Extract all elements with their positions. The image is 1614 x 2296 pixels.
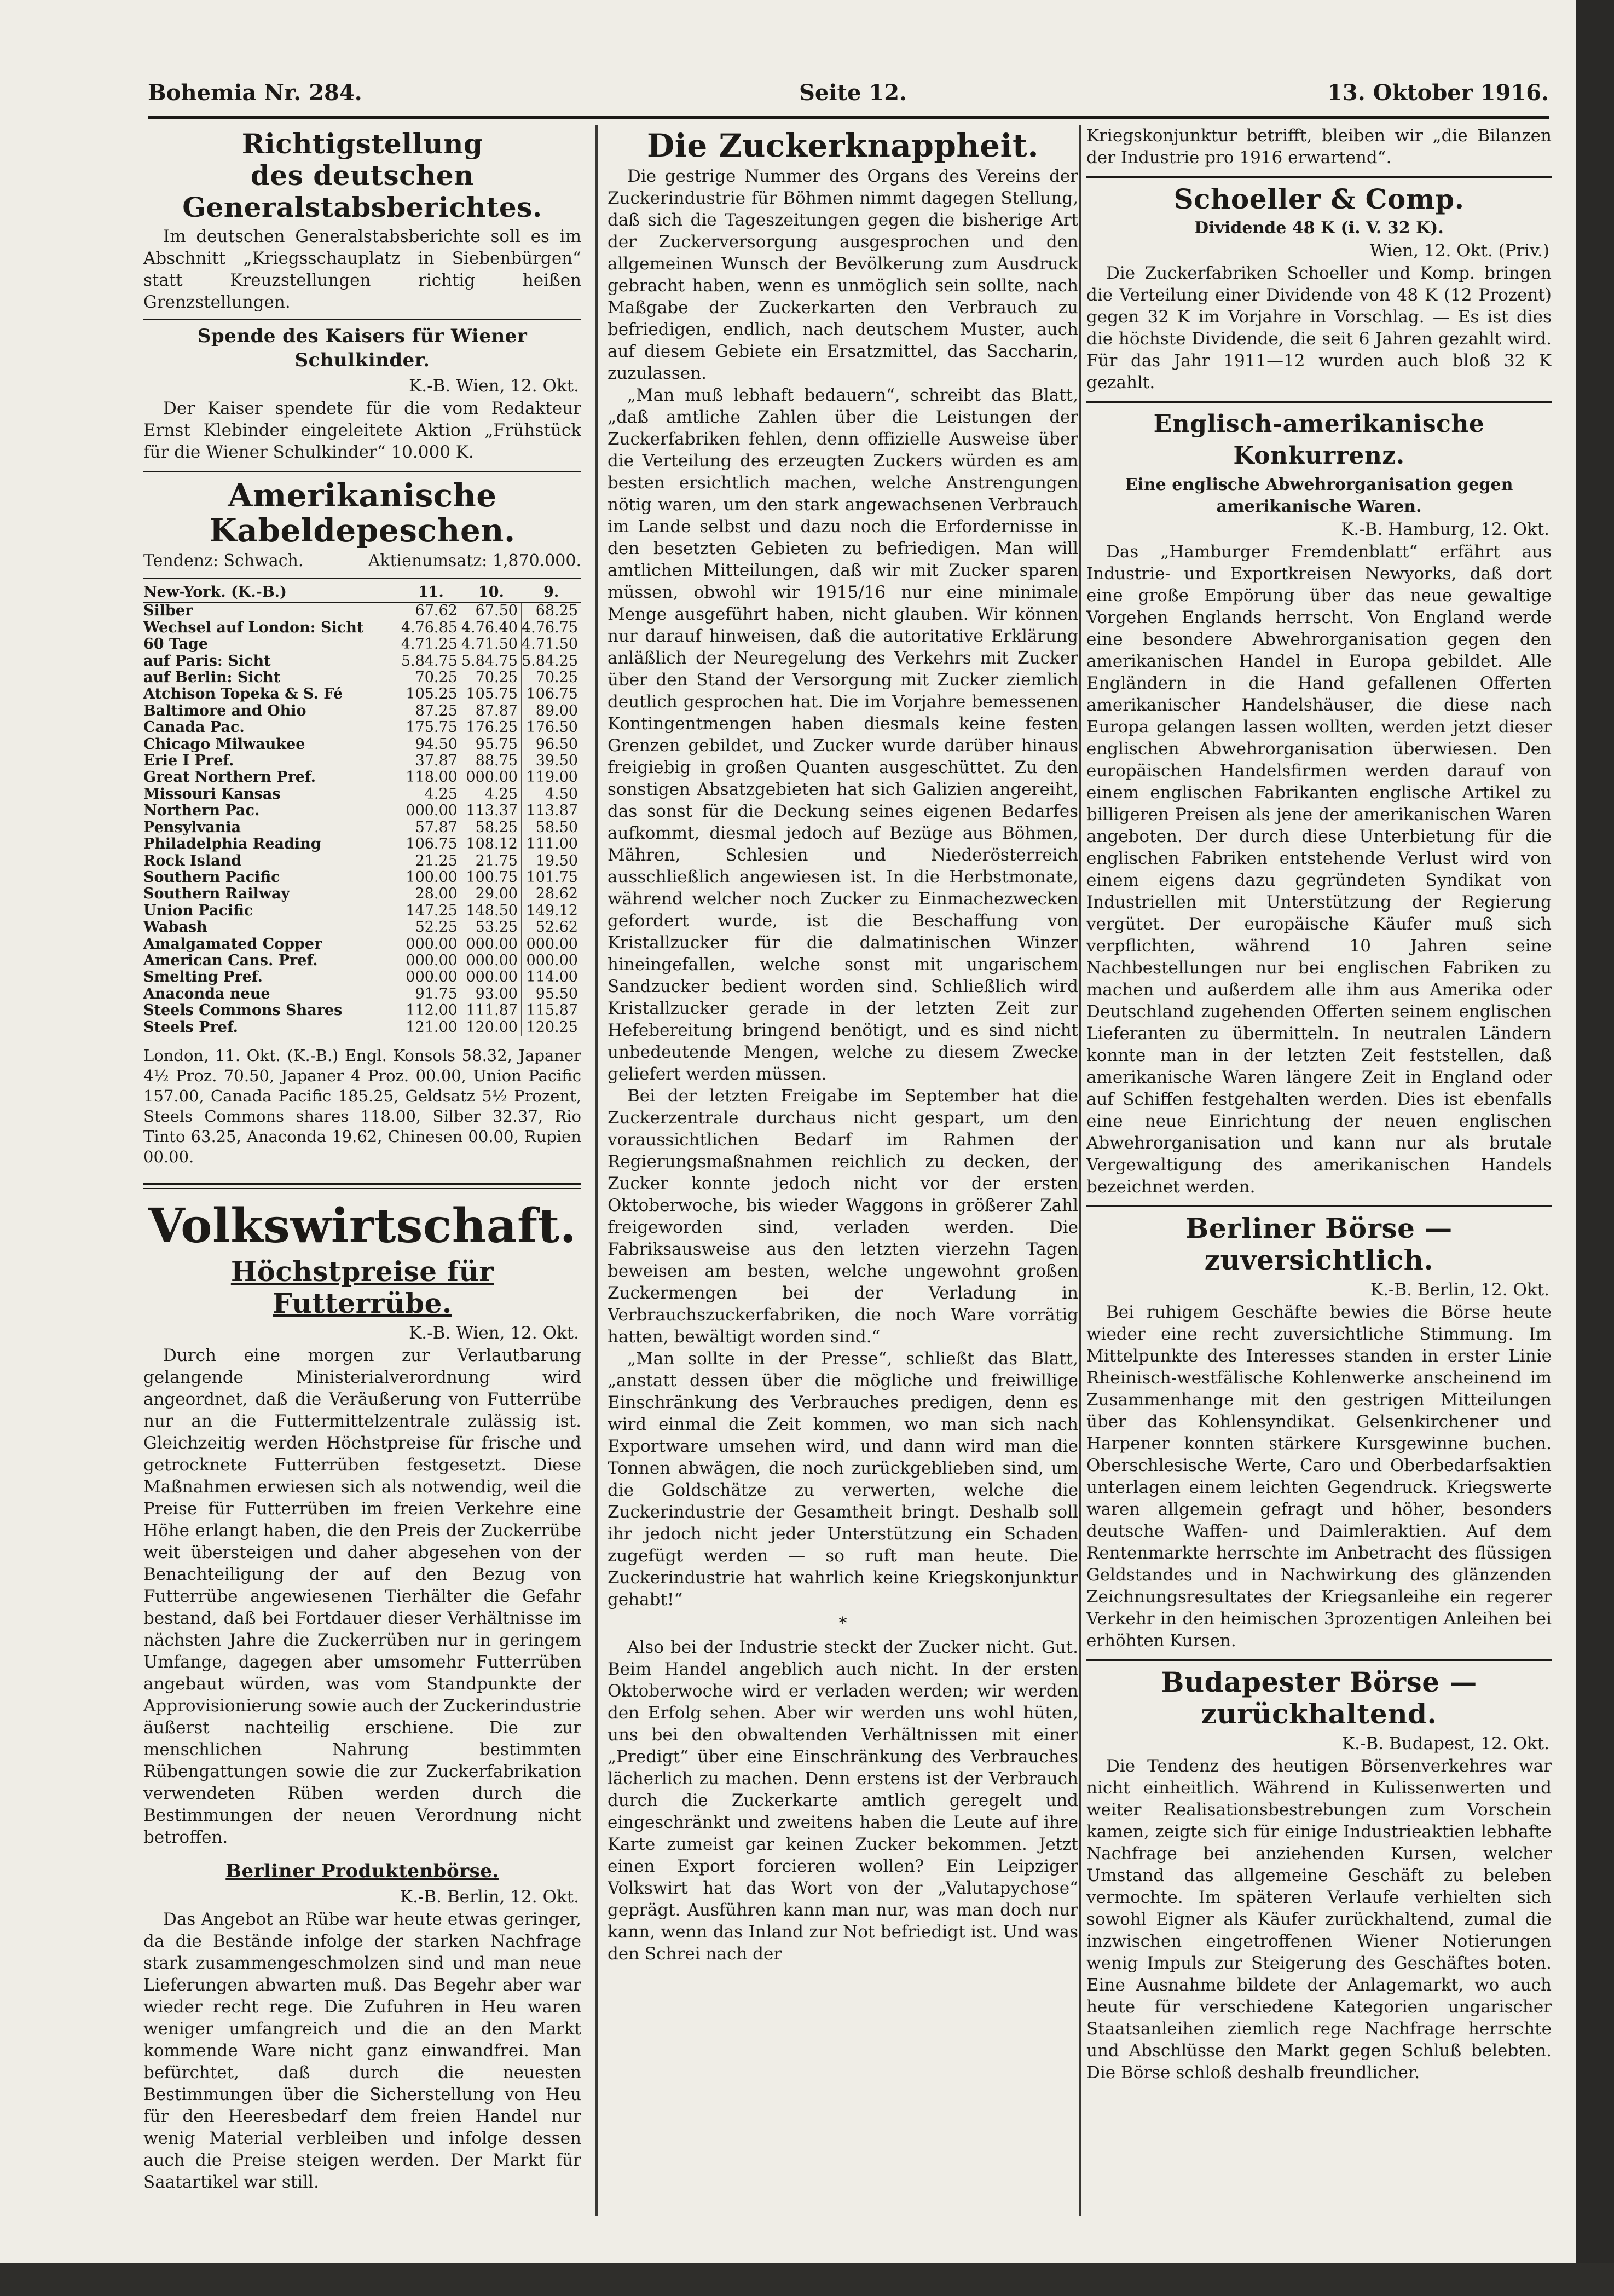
stock-row bbox=[143, 1019, 581, 1036]
stock-row bbox=[143, 919, 581, 936]
stock-value-10: 5.84.75 bbox=[461, 653, 521, 670]
stock-value-9: 39.50 bbox=[521, 753, 581, 769]
stock-value-11: 118.00 bbox=[401, 769, 461, 786]
stock-value-9: 28.62 bbox=[521, 886, 581, 902]
headline-richtigstellung-2: des deutschen Generalstabsberichtes. bbox=[182, 159, 542, 223]
stock-value-11: 105.25 bbox=[401, 686, 461, 702]
text-zucker-p4: „Man sollte in der Presse“, schließt das Blatt, „anstatt dessen über die mögliche und freiwillige Einschränkung des Verbrauches predigen, denn es wird einmal die Zeit kommen, wo man sich nach Exportware umsehen wird, und dann wird man die Tonnen abwägen, die noch zurückgeblieben sind, um die Goldschätze zu verwerten, welche die Zuckerindustrie der Gesamtheit bringt. Deshalb soll ihr jedoch nicht jeder Unterstützung ein Schaden zugefügt werden — so ruft man heute. Die Zuckerindustrie hat wahrlich keine Kriegskonjunktur gehabt!“ bbox=[608, 1349, 1078, 1609]
subhead-schoeller: Dividende 48 K (i. V. 32 K). bbox=[1194, 218, 1444, 238]
stock-name: Erie I Pref. bbox=[143, 752, 234, 770]
stock-value-11: 21.25 bbox=[401, 853, 461, 869]
stock-value-10: 105.75 bbox=[461, 686, 521, 702]
stock-value-9: 95.50 bbox=[521, 986, 581, 1002]
stock-row bbox=[143, 686, 581, 702]
stock-value-9: 58.50 bbox=[521, 820, 581, 836]
article-spende bbox=[143, 324, 581, 463]
stock-col-name: New-York. (K.-B.) bbox=[143, 583, 401, 602]
stock-value-9: 70.25 bbox=[521, 670, 581, 686]
stock-value-11: 000.00 bbox=[401, 936, 461, 953]
stock-name: Philadelphia Reading bbox=[143, 835, 321, 853]
stock-value-11: 4.76.85 bbox=[401, 620, 461, 636]
stock-name: Canada Pac. bbox=[143, 719, 245, 736]
scan-border-bottom bbox=[0, 2263, 1614, 2296]
stock-value-9: 113.87 bbox=[521, 803, 581, 819]
stock-name: Rock Island bbox=[143, 852, 242, 869]
stock-value-10: 93.00 bbox=[461, 986, 521, 1002]
stock-value-9: 52.62 bbox=[521, 919, 581, 936]
stock-value-10: 100.75 bbox=[461, 869, 521, 886]
stock-row bbox=[143, 936, 581, 953]
stock-value-11: 106.75 bbox=[401, 836, 461, 852]
headline-zuckerknappheit: Die Zuckerknappheit. bbox=[646, 127, 1039, 164]
stock-umsatz: Aktienumsatz: 1,870.000. bbox=[368, 551, 581, 570]
stock-value-10: 87.87 bbox=[461, 703, 521, 719]
stock-table-body bbox=[143, 602, 581, 1036]
stock-value-10: 4.71.50 bbox=[461, 636, 521, 653]
stock-value-11: 100.00 bbox=[401, 869, 461, 886]
header-date: 13. Oktober 1916. bbox=[1327, 80, 1549, 106]
text-schoeller: Die Zuckerfabriken Schoeller und Komp. bringen die Verteilung einer Dividende von 48 K (12 Prozent) gegen 32 K im Vorjahre in Vorschlag. — Es ist dies die höchste Dividende, die seit 6 Jahren gezahlt wird. Für das Jahr 1911—12 wurden auch bloß 32 K gezahlt. bbox=[1086, 263, 1552, 393]
stock-value-9: 000.00 bbox=[521, 936, 581, 953]
headline-spende: Spende des Kaisers für Wiener Schulkinder. bbox=[197, 325, 528, 371]
stock-value-11: 000.00 bbox=[401, 969, 461, 985]
headline-produktenboerse: Berliner Produktenbörse. bbox=[225, 1860, 499, 1882]
stock-value-10: 111.87 bbox=[461, 1002, 521, 1019]
divider bbox=[1086, 401, 1552, 403]
stock-value-11: 70.25 bbox=[401, 670, 461, 686]
stock-value-9: 96.50 bbox=[521, 736, 581, 753]
dateline-englisch-amerikanisch: K.-B. Hamburg, 12. Okt. bbox=[1341, 520, 1549, 539]
stock-value-11: 4.25 bbox=[401, 786, 461, 803]
stock-row bbox=[143, 803, 581, 819]
stock-row bbox=[143, 620, 581, 636]
headline-budapester-boerse: Budapester Börse — zurückhaltend. bbox=[1161, 1666, 1477, 1730]
stock-row bbox=[143, 886, 581, 902]
stock-tendenz: Tendenz: Schwach. bbox=[143, 551, 304, 570]
stock-name: Union Pacific bbox=[143, 902, 253, 919]
column-3 bbox=[1086, 125, 1552, 2216]
stock-name: Steels Pref. bbox=[143, 1018, 238, 1036]
stock-value-9: 176.50 bbox=[521, 719, 581, 736]
stock-row bbox=[143, 602, 581, 619]
stock-value-9: 68.25 bbox=[521, 602, 581, 619]
headline-englisch-amerikanisch: Englisch-amerikanische Konkurrenz. bbox=[1153, 410, 1485, 470]
stock-value-11: 57.87 bbox=[401, 820, 461, 836]
article-zuckerknappheit bbox=[608, 128, 1078, 1965]
stock-name: Southern Pacific bbox=[143, 868, 280, 886]
stock-value-9: 4.50 bbox=[521, 786, 581, 803]
stock-value-11: 52.25 bbox=[401, 919, 461, 936]
dateline-hoechstpreise: K.-B. Wien, 12. Okt. bbox=[409, 1323, 579, 1343]
divider bbox=[1086, 1659, 1552, 1661]
stock-name: Baltimore and Ohio bbox=[143, 702, 306, 719]
stock-value-10: 29.00 bbox=[461, 886, 521, 902]
text-continuation: Kriegskonjunktur betrifft, bleiben wir „die Bilanzen der Industrie pro 1916 erwartend“. bbox=[1086, 126, 1552, 168]
stock-name: American Cans. Pref. bbox=[143, 951, 318, 969]
stock-row bbox=[143, 820, 581, 836]
stock-value-10: 000.00 bbox=[461, 769, 521, 786]
stock-name: 60 Tage bbox=[143, 636, 209, 653]
dateline-schoeller: Wien, 12. Okt. (Priv.) bbox=[1369, 241, 1549, 261]
divider bbox=[143, 471, 581, 472]
stock-value-9: 5.84.25 bbox=[521, 653, 581, 670]
stock-name: Atchison Topeka & S. Fé bbox=[143, 685, 343, 703]
stock-row bbox=[143, 786, 581, 803]
stock-value-11: 175.75 bbox=[401, 719, 461, 736]
stock-row bbox=[143, 670, 581, 686]
stock-row bbox=[143, 953, 581, 969]
headline-berliner-boerse: Berliner Börse — zuversichtlich. bbox=[1185, 1212, 1453, 1276]
stock-value-9: 106.75 bbox=[521, 686, 581, 702]
dateline-produktenboerse: K.-B. Berlin, 12. Okt. bbox=[400, 1887, 579, 1907]
article-kabeldepeschen bbox=[143, 478, 581, 1167]
stock-value-10: 53.25 bbox=[461, 919, 521, 936]
stock-value-9: 111.00 bbox=[521, 836, 581, 852]
text-spende: Der Kaiser spendete für die vom Redakteur Ernst Klebinder eingeleitete Aktion „Frühstück für die Wiener Schulkinder“ 10.000 K. bbox=[143, 399, 581, 462]
text-hoechstpreise: Durch eine morgen zur Verlautbarung gelangende Ministerialverordnung wird angeordnet, daß die Veräußerung von Futterrübe nur an die Futtermittelzentrale zulässig ist. Gleichzeitig werden Höchstpreise für frische und getrocknete Futterrüben festgesetzt. Diese Maßnahmen erwiesen sich als notwendig, weil die Preise für Futterrüben im freien Verkehre eine Höhe erlangt haben, die den Preis der Zuckerrübe weit übersteigen und daher abgesehen von der Benachteiligung der auf den Bezug von Futterrübe angewiesenen Tierhälter die Gefahr bestand, daß bei Fortdauer dieser Verhältnisse im nächsten Jahre die Zuckerrüben nur in geringem Umfange, dagegen aber umsomehr Futterrüben angebaut würden, was vom Standpunkte der Approvisionierung sowie auch der Zuckerindustrie äußerst nachteilig erschiene. Die zur menschlichen Nahrung bestimmten Rübengattungen sowie die zur Zuckerfabrikation verwendeten Rüben werden durch die Bestimmungen der neuen Verordnung nicht betroffen. bbox=[143, 1345, 581, 1847]
text-englisch-amerikanisch: Das „Hamburger Fremdenblatt“ erfährt aus Industrie- und Exportkreisen Newyorks, daß dort eine große Empörung über das neue gewaltige Vorgehen Englands herrscht. Von England werde eine besondere Abwehrorganisation gegen den amerikanischen Handel in Europa gebildet. Alle Engländern in die Hand gefallenen Offerten amerikanischer Handelshäuser, die diese nach Europa gelangen lassen wollten, werden jetzt dieser englischen Abwehrorganisation überwiesen. Den europäischen Handelsfirmen werden darauf von einem englischen Fabrikanten englische Artikel zu billigeren Preisen als jene der amerikanischen Waren angeboten. Der durch diese Unterbietung für die englischen Fabriken entstehende Verlust wird von einem eigens dazu gegründeten Syndikat von Industriellen mit Unterstützung der Regierung vergütet. Der europäische Käufer muß sich verpflichten, während 10 Jahren seine Nachbestellungen nur bei englischen Fabriken zu machen und außerdem alle ihm aus Amerika oder Deutschland zugehenden Offerten seinem englischen Lieferanten zu übermitteln. In neutralen Ländern konnte man in der letzten Zeit feststellen, daß amerikanische Waren längere Zeit in England oder auf Schiffen festgehalten werden. Dies ist ebenfalls eine neue Einrichtung der neuen englischen Abwehrorganisation und kann nur als brutale Vergewaltigung des amerikanischen Handels bezeichnet werden. bbox=[1086, 542, 1552, 1197]
text-zucker-p5: Also bei der Industrie steckt der Zucker nicht. Gut. Beim Handel angeblich auch nicht. In der ersten Oktoberwoche wird er verladen werden; wir werden den Erfolg sehen. Aber wir werden uns wohl hüten, uns bei den obwaltenden Verhältnissen mit einer „Predigt“ über eine Einschränkung des Verbrauches lächerlich zu machen. Denn erstens ist der Verbrauch durch die Zuckerkarte amtlich geregelt und eingeschränkt und zweitens haben die Leute auf ihre Karte zumeist gar keinen Zucker bekommen. Jetzt einen Export forcieren wollen? Ein Leipziger Volkswirt hat das Wort von der „Valutapychose“ geprägt. Ausführen kann man nur, was man doch nur kann, wenn das Inland zur Not befriedigt ist. Und was den Schrei nach der bbox=[608, 1637, 1078, 1964]
column-rule-1 bbox=[595, 125, 598, 2216]
stock-row bbox=[143, 703, 581, 719]
stock-value-11: 37.87 bbox=[401, 753, 461, 769]
stock-value-10: 108.12 bbox=[461, 836, 521, 852]
stock-name: Pensylvania bbox=[143, 818, 241, 836]
stock-value-9: 89.00 bbox=[521, 703, 581, 719]
divider bbox=[143, 578, 581, 579]
section-volkswirtschaft bbox=[143, 1200, 581, 2193]
divider bbox=[1086, 176, 1552, 178]
stock-name: Great Northern Pref. bbox=[143, 769, 316, 786]
stock-value-9: 000.00 bbox=[521, 953, 581, 969]
stock-name: Chicago Milwaukee bbox=[143, 735, 305, 753]
stock-value-10: 95.75 bbox=[461, 736, 521, 753]
stock-row bbox=[143, 653, 581, 670]
stock-value-9: 4.71.50 bbox=[521, 636, 581, 653]
stock-name: Amalgamated Copper bbox=[143, 935, 322, 953]
stock-value-10: 148.50 bbox=[461, 903, 521, 919]
header-rule bbox=[148, 116, 1549, 119]
stock-row bbox=[143, 836, 581, 852]
stock-value-10: 21.75 bbox=[461, 853, 521, 869]
dateline-budapester-boerse: K.-B. Budapest, 12. Okt. bbox=[1342, 1734, 1549, 1753]
stock-value-9: 120.25 bbox=[521, 1019, 581, 1036]
subhead-englisch-amerikanisch: Eine englische Abwehrorganisation gegen amerikanische Waren. bbox=[1125, 475, 1513, 516]
stock-value-10: 88.75 bbox=[461, 753, 521, 769]
stock-col-9: 9. bbox=[521, 583, 581, 602]
stock-row bbox=[143, 869, 581, 886]
stock-value-9: 101.75 bbox=[521, 869, 581, 886]
stock-name: Missouri Kansas bbox=[143, 785, 281, 803]
stock-value-11: 67.62 bbox=[401, 602, 461, 619]
stock-row bbox=[143, 1002, 581, 1019]
stock-table-header bbox=[143, 583, 581, 602]
stock-name: Wabash bbox=[143, 919, 207, 936]
stock-value-9: 4.76.75 bbox=[521, 620, 581, 636]
article-englisch-amerikanisch bbox=[1086, 408, 1552, 1198]
text-berliner-boerse: Bei ruhigem Geschäfte bewies die Börse heute wieder eine recht zuversichtliche Stimmung. Im Mittelpunkte des Interesses standen in erster Linie Rheinisch-westfälische Kohlenwerke anscheinend im Zusammenhange mit den gestrigen Mitteilungen über das Kohlensyndikat. Gelsenkirchener und Harpener konnten stärkere Kursgewinne buchen. Oberschlesische Werte, Caro und Oberbedarfsaktien unterlagen einem leichten Gegendruck. Kriegswerte waren allgemein gefragt und höher, besonders deutsche Waffen- und Daimleraktien. Auf dem Rentenmarkte herrschte im Anbetracht des flüssigen Geldstandes und in Nachwirkung des glänzenden Zeichnungsresultates der Kriegsanleihe ein regerer Verkehr in den heimischen 3prozentigen Anleihen bei erhöhten Kursen. bbox=[1086, 1302, 1552, 1651]
stock-value-11: 4.71.25 bbox=[401, 636, 461, 653]
stock-value-10: 70.25 bbox=[461, 670, 521, 686]
stock-value-10: 4.76.40 bbox=[461, 620, 521, 636]
stock-value-10: 113.37 bbox=[461, 803, 521, 819]
stock-value-10: 58.25 bbox=[461, 820, 521, 836]
stock-col-11: 11. bbox=[401, 583, 461, 602]
stock-value-11: 000.00 bbox=[401, 953, 461, 969]
column-rule-2 bbox=[1079, 125, 1081, 2216]
stock-value-10: 176.25 bbox=[461, 719, 521, 736]
text-zucker-p3: Bei der letzten Freigabe im September hat die Zuckerzentrale durchaus nicht gespart, um den voraussichtlichen Bedarf im Rahmen der Regierungsmaßnahmen reichlich zu decken, der Zucker konnte jedoch nicht vor der ersten Oktoberwoche, bis wieder Waggons in größerer Zahl freigeworden sind, verladen werden. Die Fabriksausweise aus den letzten vierzehn Tagen beweisen am besten, welche ungewohnt großen Zuckermengen bei der Verladung in Verbrauchszuckerfabriken, die noch Ware vorrätig hatten, bewältigt worden sind.“ bbox=[608, 1086, 1078, 1347]
stock-name: Anaconda neue bbox=[143, 985, 270, 1002]
text-zucker-p1: Die gestrige Nummer des Organs des Vereins der Zuckerindustrie für Böhmen nimmt dagegen Stellung, daß sich die Tageszeitungen gegen die bisherige Art der Zuckerversorgung ausgesprochen und den allgemeinen Wunsch der Bevölkerung zum Ausdruck gebracht haben, wenn es unmöglich sein sollte, nach Maßgabe der Zuckerkarten den Verbrauch zu befriedigen, endlich, nach deutschem Muster, auch auf diesem Gebiete ein Ersatzmittel, das Saccharin, zuzulassen. bbox=[608, 166, 1078, 383]
divider bbox=[1086, 1205, 1552, 1207]
article-richtigstellung bbox=[143, 128, 581, 313]
stock-row bbox=[143, 769, 581, 786]
column-1 bbox=[143, 125, 581, 2216]
stock-name: Silber bbox=[143, 602, 193, 620]
article-budapester-boerse bbox=[1086, 1666, 1552, 2084]
stock-value-11: 000.00 bbox=[401, 803, 461, 819]
stock-value-11: 112.00 bbox=[401, 1002, 461, 1019]
stock-name: Wechsel auf London: Sicht bbox=[143, 619, 364, 636]
header-page-number: Seite 12. bbox=[799, 80, 907, 106]
headline-richtigstellung: Richtigstellung bbox=[241, 128, 483, 160]
stock-name: Southern Railway bbox=[143, 885, 290, 903]
stock-name: Steels Commons Shares bbox=[143, 1002, 343, 1019]
stock-row bbox=[143, 853, 581, 869]
text-richtigstellung: Im deutschen Generalstabsberichte soll es im Abschnitt „Kriegsschauplatz in Siebenbürgen“ statt Kreuzstellungen richtig heißen Grenzstellungen. bbox=[143, 227, 581, 312]
stock-row bbox=[143, 719, 581, 736]
stock-name: Northern Pac. bbox=[143, 802, 260, 820]
stock-value-10: 67.50 bbox=[461, 602, 521, 619]
article-berliner-boerse bbox=[1086, 1213, 1552, 1652]
stock-value-9: 114.00 bbox=[521, 969, 581, 985]
stock-name: auf Paris: Sicht bbox=[143, 652, 271, 670]
article-schoeller bbox=[1086, 183, 1552, 394]
stock-row bbox=[143, 753, 581, 769]
stock-row bbox=[143, 986, 581, 1002]
stock-value-10: 000.00 bbox=[461, 936, 521, 953]
dateline-berliner-boerse: K.-B. Berlin, 12. Okt. bbox=[1370, 1280, 1549, 1300]
stock-value-11: 94.50 bbox=[401, 736, 461, 753]
stock-row bbox=[143, 736, 581, 753]
stock-value-9: 115.87 bbox=[521, 1002, 581, 1019]
text-budapester-boerse: Die Tendenz des heutigen Börsenverkehres war nicht einheitlich. Während in Kulissenwerten und weiter Realisationsbestrebungen zum Vorschein kamen, zeigte sich für einige Industrieaktien lebhafte Nachfrage bei anziehenden Kursen, welcher Umstand das allgemeine Geschäft zu beleben vermochte. Im späteren Verlaufe verhielten sich sowohl Eigner als Käufer zurückhaltend, zumal die inzwischen eingetroffenen Wiener Notierungen wenig Impuls zur Steigerung des Geschäftes boten. Eine Ausnahme bildete der Anlagemarkt, wo auch heute für verschiedene Kategorien ungarischer Staatsanleihen ziemlich rege Nachfrage herrschte und Abschlüsse den Markt gegen Schluß belebten. Die Börse schloß deshalb freundlicher. bbox=[1086, 1756, 1552, 2082]
stock-col-10: 10. bbox=[461, 583, 521, 602]
stock-value-11: 87.25 bbox=[401, 703, 461, 719]
headline-kabeldepeschen: Amerikanische Kabeldepeschen. bbox=[209, 477, 516, 549]
stock-value-11: 28.00 bbox=[401, 886, 461, 902]
stock-row bbox=[143, 969, 581, 985]
section-title-volkswirtschaft: Volkswirtschaft. bbox=[148, 1198, 577, 1254]
stock-value-10: 000.00 bbox=[461, 953, 521, 969]
stock-value-10: 4.25 bbox=[461, 786, 521, 803]
text-london-quotes: London, 11. Okt. (K.-B.) Engl. Konsols 58.32, Japaner 4½ Proz. 70.50, Japaner 4 Proz. 00.00, Union Pacific 157.00, Canada Pacific 185.25, Geldsatz 5½ Prozent, Steels Commons shares 118.00, Silber 32.37, Rio Tinto 63.25, Anaconda 19.62, Chinesen 00.00, Rupien 00.00. bbox=[143, 1046, 581, 1166]
stock-value-11: 121.00 bbox=[401, 1019, 461, 1036]
stock-value-9: 19.50 bbox=[521, 853, 581, 869]
header-issue: Bohemia Nr. 284. bbox=[148, 80, 362, 106]
stock-value-10: 000.00 bbox=[461, 969, 521, 985]
stock-row bbox=[143, 636, 581, 653]
text-produktenboerse: Das Angebot an Rübe war heute etwas geringer, da die Bestände infolge der starken Nachfrage stark zusammengeschmolzen sind und man neue Lieferungen abwarten muß. Das Begehr aber war wieder recht rege. Die Zufuhren in Heu waren weniger umfangreich und die an den Markt kommende Ware nicht ganz einwandfrei. Man befürchtet, daß durch die neuesten Bestimmungen über die Sicherstellung von Heu für den Heeresbedarf dem freien Handel nur wenig Material verbleiben und infolge dessen auch die Preise steigen werden. Der Markt für Saatartikel war still. bbox=[143, 1909, 581, 2192]
section-star: * bbox=[838, 1614, 847, 1633]
stock-name: Smelting Pref. bbox=[143, 968, 263, 986]
stock-value-11: 5.84.75 bbox=[401, 653, 461, 670]
divider bbox=[143, 1183, 581, 1189]
stock-meta bbox=[143, 550, 581, 572]
stock-row bbox=[143, 903, 581, 919]
headline-schoeller: Schoeller & Comp. bbox=[1173, 183, 1465, 215]
page-header bbox=[148, 80, 1549, 113]
stock-value-10: 120.00 bbox=[461, 1019, 521, 1036]
divider bbox=[143, 319, 581, 320]
headline-hoechstpreise: Höchstpreise für Futterrübe. bbox=[230, 1255, 494, 1319]
dateline-spende: K.-B. Wien, 12. Okt. bbox=[409, 376, 579, 396]
scan-border-right bbox=[1576, 0, 1614, 2296]
stock-value-11: 147.25 bbox=[401, 903, 461, 919]
stock-value-11: 91.75 bbox=[401, 986, 461, 1002]
text-zucker-p2: „Man muß lebhaft bedauern“, schreibt das Blatt, „daß amtliche Zahlen über die Leistungen der Zuckerfabriken fehlen, denn offizielle Ausweise über die Verteilung des erzeugten Zuckers würden es am besten ersichtlich machen, welche Anstrengungen nötig waren, um den stark angewachsenen Verbrauch im Lande selbst und dazu noch die Erfordernisse in den besetzten Gebieten zu befriedigen. Man will amtlichen Mitteilungen, daß wir mit Zucker sparen müssen, obwohl wir 1915/16 nur eine minimale Menge ausgeführt haben, nicht glauben. Wir können nur darauf hinweisen, daß die autoritative Erklärung anläßlich der Neuregelung des Verkehrs mit Zucker über den Stand der Versorgung mit Zucker ziemlich deutlich gesprochen hat. Die im Vorjahre bemessenen Kontingentmengen haben diesmals keine festen Grenzen gebildet, und Zucker wurde darüber hinaus freigiebig in großen Quanten ausgeschüttet. Zu den sonstigen Absatzgebieten hat sich Galizien angereiht, das sonst für die Deckung seines eigenen Bedarfes aufkommt, diesmal jedoch auf Bezüge aus Böhmen, Mähren, Schlesien und Niederösterreich ausschließlich angewiesen ist. In die Herbstmonate, während welcher noch Zucker zu Einmachezwecken gefordert wurde, ist die Beschaffung von Kristallzucker für die dalmatinischen Winzer hineingefallen, welche sonst mit ungarischem Sandzucker bedient worden sind. Schließlich wird Kristallzucker gerade in der letzten Zeit zur Hefebereitung bringend benötigt, und es sind nicht unbedeutende Mengen, welche zu diesem Zwecke geliefert werden müssen. bbox=[608, 385, 1078, 1084]
stock-name: auf Berlin: Sicht bbox=[143, 669, 281, 687]
spacer bbox=[143, 1848, 581, 1856]
stock-table bbox=[143, 583, 581, 1036]
stock-value-9: 149.12 bbox=[521, 903, 581, 919]
stock-value-9: 119.00 bbox=[521, 769, 581, 786]
column-2 bbox=[608, 125, 1078, 2216]
